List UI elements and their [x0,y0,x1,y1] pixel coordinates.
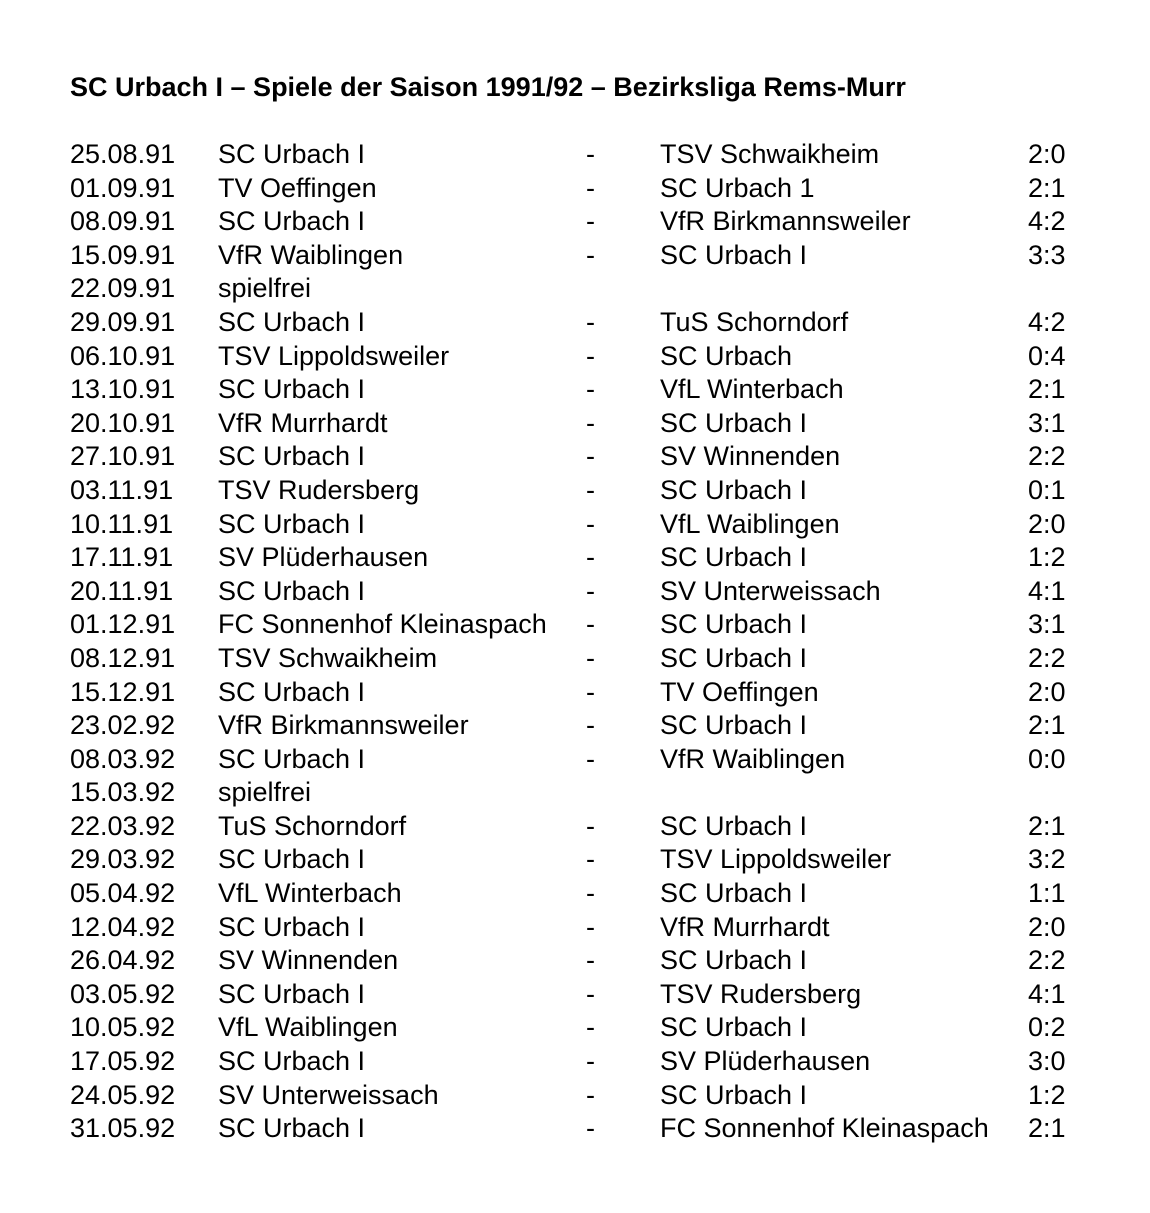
match-score: 0:2 [1028,1012,1066,1043]
home-team: SV Unterweissach [218,1079,439,1110]
match-score: 2:1 [1028,374,1066,405]
home-team: SC Urbach I [218,441,366,472]
match-date: 17.11.91 [70,542,174,573]
home-team: TSV Lippoldsweiler [218,340,450,371]
match-score: 2:1 [1028,810,1066,841]
match-date: 08.12.91 [70,642,176,673]
home-team: FC Sonnenhof Kleinaspach [218,609,547,640]
page-title: SC Urbach I – Spiele der Saison 1991/92 – Bezirksliga Rems-Murr [70,72,906,102]
match-row [70,943,1130,977]
match-date: 31.05.92 [70,1113,176,1144]
match-row [70,842,1130,876]
match-date: 15.12.91 [70,676,176,707]
match-separator: - [586,139,595,169]
match-separator: - [586,743,595,774]
match-date: 01.12.91 [70,609,176,640]
match-list [70,137,1130,1145]
match-row [70,607,1130,641]
home-team: SC Urbach I [218,575,366,606]
away-team: FC Sonnenhof Kleinaspach [660,1113,989,1144]
home-team: SC Urbach I [218,374,366,405]
match-date: 29.09.91 [70,306,176,337]
home-team: VfL Waiblingen [218,1012,398,1043]
match-row [70,339,1130,373]
home-team: VfR Birkmannsweiler [218,710,469,741]
match-score: 3:1 [1028,609,1066,640]
match-date: 20.10.91 [70,407,176,438]
home-team: SC Urbach I [218,978,366,1009]
match-row [70,910,1130,944]
match-row [70,775,1130,809]
home-team: TSV Rudersberg [218,474,420,505]
match-separator: - [586,1046,595,1077]
match-score: 0:4 [1028,340,1066,371]
match-row [70,305,1130,339]
match-row [70,439,1130,473]
match-date: 01.09.91 [70,172,176,203]
match-row [70,171,1130,205]
home-team: TSV Schwaikheim [218,642,438,673]
match-separator: - [586,340,595,371]
match-row [70,406,1130,440]
match-date: 17.05.92 [70,1046,176,1077]
home-team: SC Urbach I [218,844,366,875]
match-separator: - [586,911,595,942]
match-separator: - [586,978,595,1009]
match-score: 4:2 [1028,206,1066,237]
match-separator: - [586,172,595,203]
match-row [70,1010,1130,1044]
match-date: 29.03.92 [70,844,176,875]
match-date: 08.03.92 [70,743,176,774]
home-team: SC Urbach I [218,508,366,539]
match-row [70,809,1130,843]
match-separator: - [586,844,595,875]
away-team: VfL Waiblingen [660,508,840,539]
match-row [70,372,1130,406]
away-team: VfR Birkmannsweiler [660,206,911,237]
match-date: 10.05.92 [70,1012,176,1043]
match-date: 13.10.91 [70,374,176,405]
home-team: SC Urbach I [218,743,366,774]
match-separator: - [586,609,595,640]
match-score: 0:0 [1028,743,1066,774]
home-team: spielfrei [218,273,312,304]
home-team: SC Urbach I [218,676,366,707]
away-team: SC Urbach I [660,609,808,640]
match-score: 3:1 [1028,407,1066,438]
match-separator: - [586,575,595,606]
home-team: VfL Winterbach [218,878,402,909]
match-score: 2:0 [1028,676,1066,707]
match-separator: - [586,878,595,909]
away-team: SV Plüderhausen [660,1046,871,1077]
match-date: 24.05.92 [70,1079,176,1110]
home-team: TV Oeffingen [218,172,377,203]
away-team: TSV Schwaikheim [660,139,880,169]
home-team: SV Winnenden [218,945,399,976]
match-date: 25.08.91 [70,139,176,169]
away-team: VfR Waiblingen [660,743,846,774]
match-date: 06.10.91 [70,340,176,371]
home-team: SC Urbach I [218,206,366,237]
match-separator: - [586,642,595,673]
match-row [70,473,1130,507]
away-team: SV Winnenden [660,441,841,472]
match-score: 2:2 [1028,441,1066,472]
away-team: SC Urbach I [660,878,808,909]
match-score: 2:0 [1028,139,1066,169]
match-separator: - [586,306,595,337]
match-score: 1:1 [1028,878,1066,909]
match-score: 2:1 [1028,1113,1066,1144]
match-separator: - [586,1079,595,1110]
match-row [70,204,1130,238]
match-score: 2:0 [1028,911,1066,942]
away-team: SC Urbach I [660,1079,808,1110]
match-score: 4:1 [1028,978,1066,1009]
match-date: 08.09.91 [70,206,176,237]
match-date: 15.09.91 [70,239,176,270]
match-separator: - [586,374,595,405]
match-date: 03.11.91 [70,474,174,505]
match-score: 2:1 [1028,710,1066,741]
match-row [70,1044,1130,1078]
match-separator: - [586,1113,595,1144]
away-team: SC Urbach I [660,239,808,270]
home-team: SC Urbach I [218,911,366,942]
match-date: 20.11.91 [70,575,174,606]
home-team: VfR Waiblingen [218,239,404,270]
match-date: 22.09.91 [70,273,176,304]
match-row [70,876,1130,910]
match-row [70,540,1130,574]
away-team: TSV Rudersberg [660,978,862,1009]
match-separator: - [586,1012,595,1043]
match-score: 2:1 [1028,172,1066,203]
away-team: SV Unterweissach [660,575,881,606]
match-score: 1:2 [1028,542,1066,573]
match-separator: - [586,407,595,438]
away-team: VfL Winterbach [660,374,844,405]
match-row [70,641,1130,675]
away-team: TV Oeffingen [660,676,819,707]
away-team: SC Urbach 1 [660,172,815,203]
match-row [70,271,1130,305]
match-separator: - [586,474,595,505]
match-separator: - [586,508,595,539]
home-team: SV Plüderhausen [218,542,429,573]
match-row [70,675,1130,709]
match-date: 03.05.92 [70,978,176,1009]
match-score: 4:1 [1028,575,1066,606]
match-row [70,507,1130,541]
home-team: spielfrei [218,777,312,808]
match-row [70,1078,1130,1112]
match-score: 1:2 [1028,1079,1066,1110]
match-score: 4:2 [1028,306,1066,337]
match-date: 22.03.92 [70,810,176,841]
away-team: SC Urbach [660,340,793,371]
match-date: 12.04.92 [70,911,176,942]
match-date: 15.03.92 [70,777,176,808]
match-row [70,708,1130,742]
match-score: 0:1 [1028,474,1066,505]
away-team: SC Urbach I [660,945,808,976]
match-date: 05.04.92 [70,878,176,909]
away-team: TuS Schorndorf [660,306,849,337]
match-score: 3:2 [1028,844,1066,875]
home-team: VfR Murrhardt [218,407,388,438]
match-date: 26.04.92 [70,945,176,976]
home-team: SC Urbach I [218,1046,366,1077]
match-row [70,137,1130,171]
match-date: 27.10.91 [70,441,176,472]
away-team: SC Urbach I [660,474,808,505]
away-team: SC Urbach I [660,1012,808,1043]
match-row [70,977,1130,1011]
match-row [70,238,1130,272]
match-row [70,574,1130,608]
match-row [70,742,1130,776]
match-score: 2:2 [1028,642,1066,673]
away-team: TSV Lippoldsweiler [660,844,892,875]
away-team: SC Urbach I [660,542,808,573]
match-separator: - [586,945,595,976]
match-separator: - [586,441,595,472]
match-separator: - [586,710,595,741]
home-team: SC Urbach I [218,1113,366,1144]
match-separator: - [586,239,595,270]
home-team: SC Urbach I [218,306,366,337]
match-separator: - [586,810,595,841]
match-date: 10.11.91 [70,508,174,539]
match-score: 2:2 [1028,945,1066,976]
match-separator: - [586,676,595,707]
away-team: SC Urbach I [660,407,808,438]
home-team: TuS Schorndorf [218,810,407,841]
away-team: SC Urbach I [660,642,808,673]
away-team: SC Urbach I [660,810,808,841]
match-date: 23.02.92 [70,710,176,741]
home-team: SC Urbach I [218,139,366,169]
away-team: VfR Murrhardt [660,911,830,942]
match-separator: - [586,206,595,237]
away-team: SC Urbach I [660,710,808,741]
match-score: 3:3 [1028,239,1066,270]
match-row [70,1111,1130,1145]
match-score: 2:0 [1028,508,1066,539]
match-score: 3:0 [1028,1046,1066,1077]
match-separator: - [586,542,595,573]
